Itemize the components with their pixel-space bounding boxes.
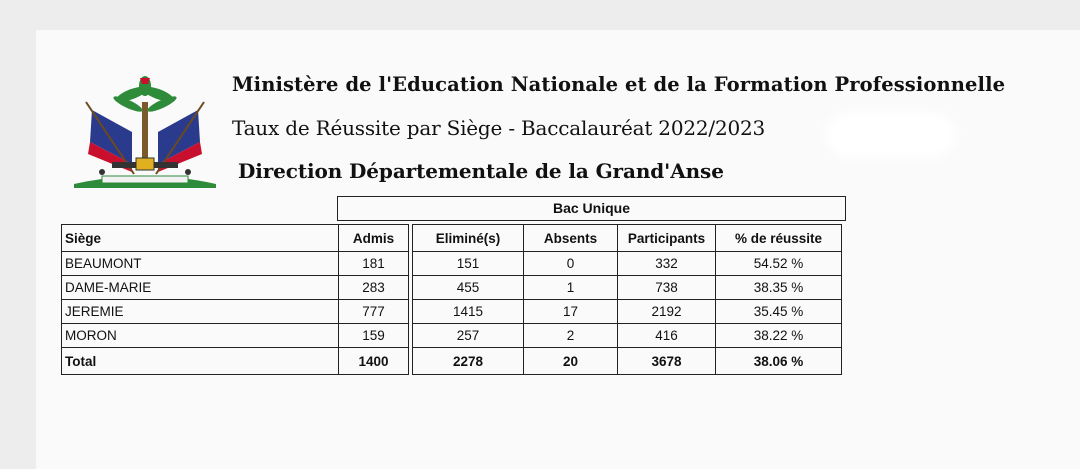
table-row xyxy=(62,300,842,324)
table-cell: 1415 xyxy=(413,300,524,324)
table-cell: 2278 xyxy=(413,348,524,375)
table-cell: 2 xyxy=(524,324,618,348)
table-cell: 54.52 % xyxy=(716,252,842,276)
results-table xyxy=(61,224,842,375)
table-total-row xyxy=(62,348,842,375)
haiti-coat-of-arms-icon xyxy=(72,72,218,192)
table-cell: 35.45 % xyxy=(716,300,842,324)
table-cell: 38.06 % xyxy=(716,348,842,375)
column-header: Admis xyxy=(339,225,409,252)
table-cell: 151 xyxy=(413,252,524,276)
column-header: Absents xyxy=(524,225,618,252)
table-cell: 0 xyxy=(524,252,618,276)
table-header-row xyxy=(62,225,842,252)
table-cell: 3678 xyxy=(618,348,716,375)
table-cell: 38.35 % xyxy=(716,276,842,300)
ministry-title: Ministère de l'Education Nationale et de la Formation Professionnelle xyxy=(232,73,1006,96)
table-cell: 455 xyxy=(413,276,524,300)
table-cell: JEREMIE xyxy=(62,300,339,324)
column-header: Participants xyxy=(618,225,716,252)
column-header: Siège xyxy=(62,225,339,252)
column-header: % de réussite xyxy=(716,225,842,252)
table-cell: 38.22 % xyxy=(716,324,842,348)
table-cell: DAME-MARIE xyxy=(62,276,339,300)
table-cell: 20 xyxy=(524,348,618,375)
table-cell: 2192 xyxy=(618,300,716,324)
table-cell: 738 xyxy=(618,276,716,300)
table-row xyxy=(62,324,842,348)
blurred-area xyxy=(826,112,956,158)
table-cell: BEAUMONT xyxy=(62,252,339,276)
table-cell: 777 xyxy=(339,300,409,324)
table-cell: 416 xyxy=(618,324,716,348)
table-cell: 181 xyxy=(339,252,409,276)
report-subtitle: Taux de Réussite par Siège - Baccalauréat 2022/2023 xyxy=(232,116,766,140)
table-cell: 283 xyxy=(339,276,409,300)
table-cell: 257 xyxy=(413,324,524,348)
table-row xyxy=(62,276,842,300)
table-cell: 332 xyxy=(618,252,716,276)
table-cell: 17 xyxy=(524,300,618,324)
table-cell: Total xyxy=(62,348,339,375)
department-heading: Direction Départementale de la Grand'Anse xyxy=(238,159,724,183)
table-cell: 1400 xyxy=(339,348,409,375)
table-row xyxy=(62,252,842,276)
table-cell: MORON xyxy=(62,324,339,348)
table-cell: 1 xyxy=(524,276,618,300)
group-header: Bac Unique xyxy=(337,196,846,221)
column-header: Eliminé(s) xyxy=(413,225,524,252)
table-cell: 159 xyxy=(339,324,409,348)
